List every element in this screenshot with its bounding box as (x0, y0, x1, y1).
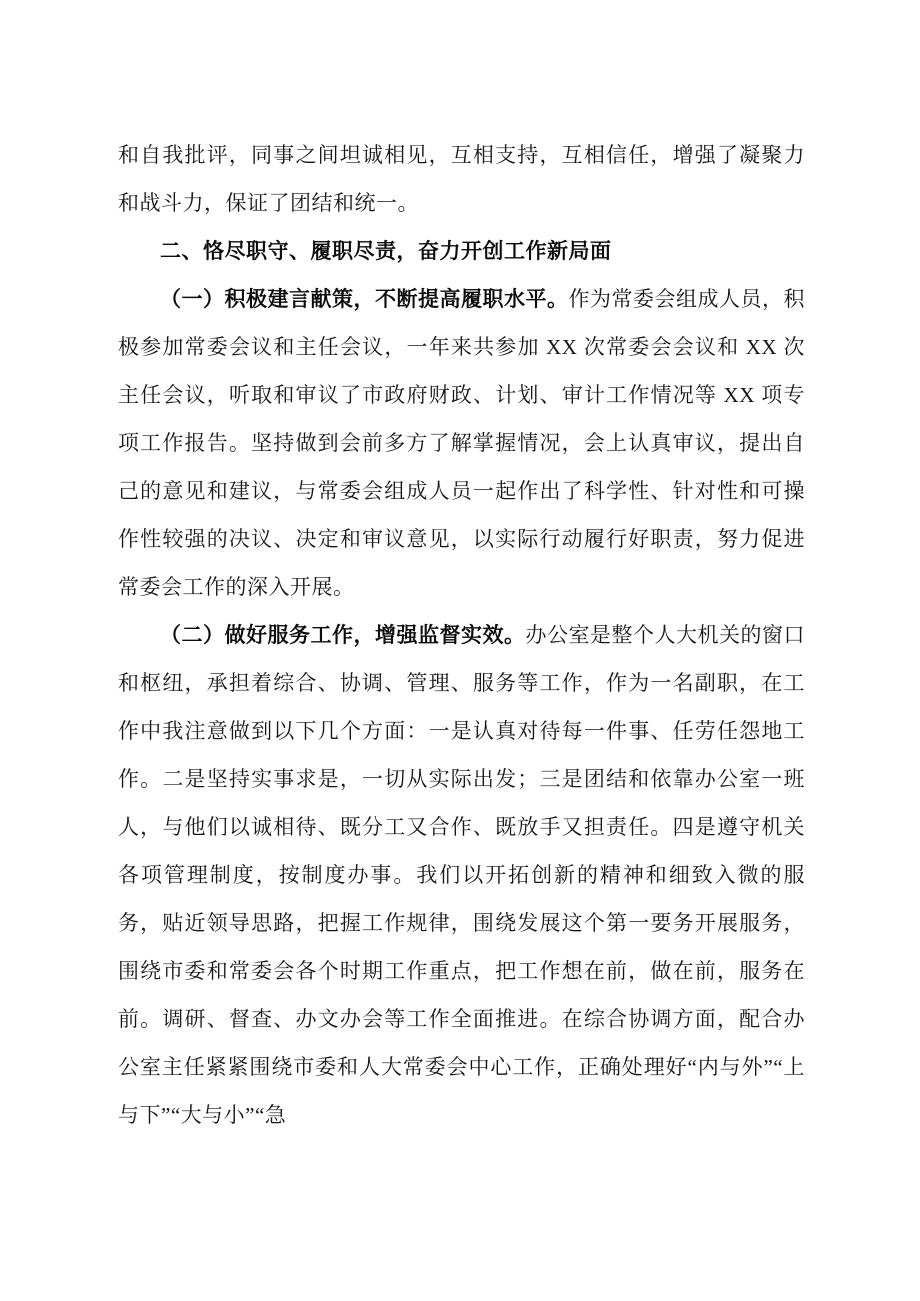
subsection-paragraph-1 (118, 275, 805, 611)
subsection-1-body-text: 作为常委会组成人员，积极参加常委会议和主任会议，一年来共参加 XX 次常委会会议和 XX 次主任会议，听取和审议了市政府财政、计划、审计工作情况等 XX 项专项工作报告。坚持做到会前多方了解掌握情况，会上认真审议，提出自己的意见和建议，与常委会组成人员一起作出了科学性、针对性和可操作性较强的决议、决定和审议意见，以实际行动履行好职责，努力促进常委会工作的深入开展。 (118, 287, 805, 599)
subsection-1-heading-lead: （一）积极建言献策，不断提高履职水平。 (160, 287, 569, 311)
section-heading: 二、恪尽职守、履职尽责，奋力开创工作新局面 (160, 239, 612, 263)
subsection-2-body-text: 办公室是整个人大机关的窗口和枢纽，承担着综合、协调、管理、服务等工作，作为一名副职，在工作中我注意做到以下几个方面：一是认真对待每一件事、任劳任怨地工作。二是坚持实事求是，一切从实际出发；三是团结和依靠办公室一班人，与他们以诚相待、既分工又合作、既放手又担责任。四是遵守机关各项管理制度，按制度办事。我们以开拓创新的精神和细致入微的服务，贴近领导思路，把握工作规律，围绕发展这个第一要务开展服务，围绕市委和常委会各个时期工作重点，把工作想在前，做在前，服务在前。调研、督查、办文办会等工作全面推进。在综合协调方面，配合办公室主任紧紧围绕市委和人大常委会中心工作，正确处理好“内与外”“上与下”“大与小”“急 (118, 623, 805, 1127)
subsection-paragraph-2 (118, 611, 805, 1139)
paragraph-continued-from-previous-page: 和自我批评，同事之间坦诚相见，互相支持，互相信任，增强了凝聚力和战斗力，保证了团结和统一。 (118, 143, 805, 215)
subsection-2-heading-lead: （二）做好服务工作，增强监督实效。 (160, 623, 526, 647)
